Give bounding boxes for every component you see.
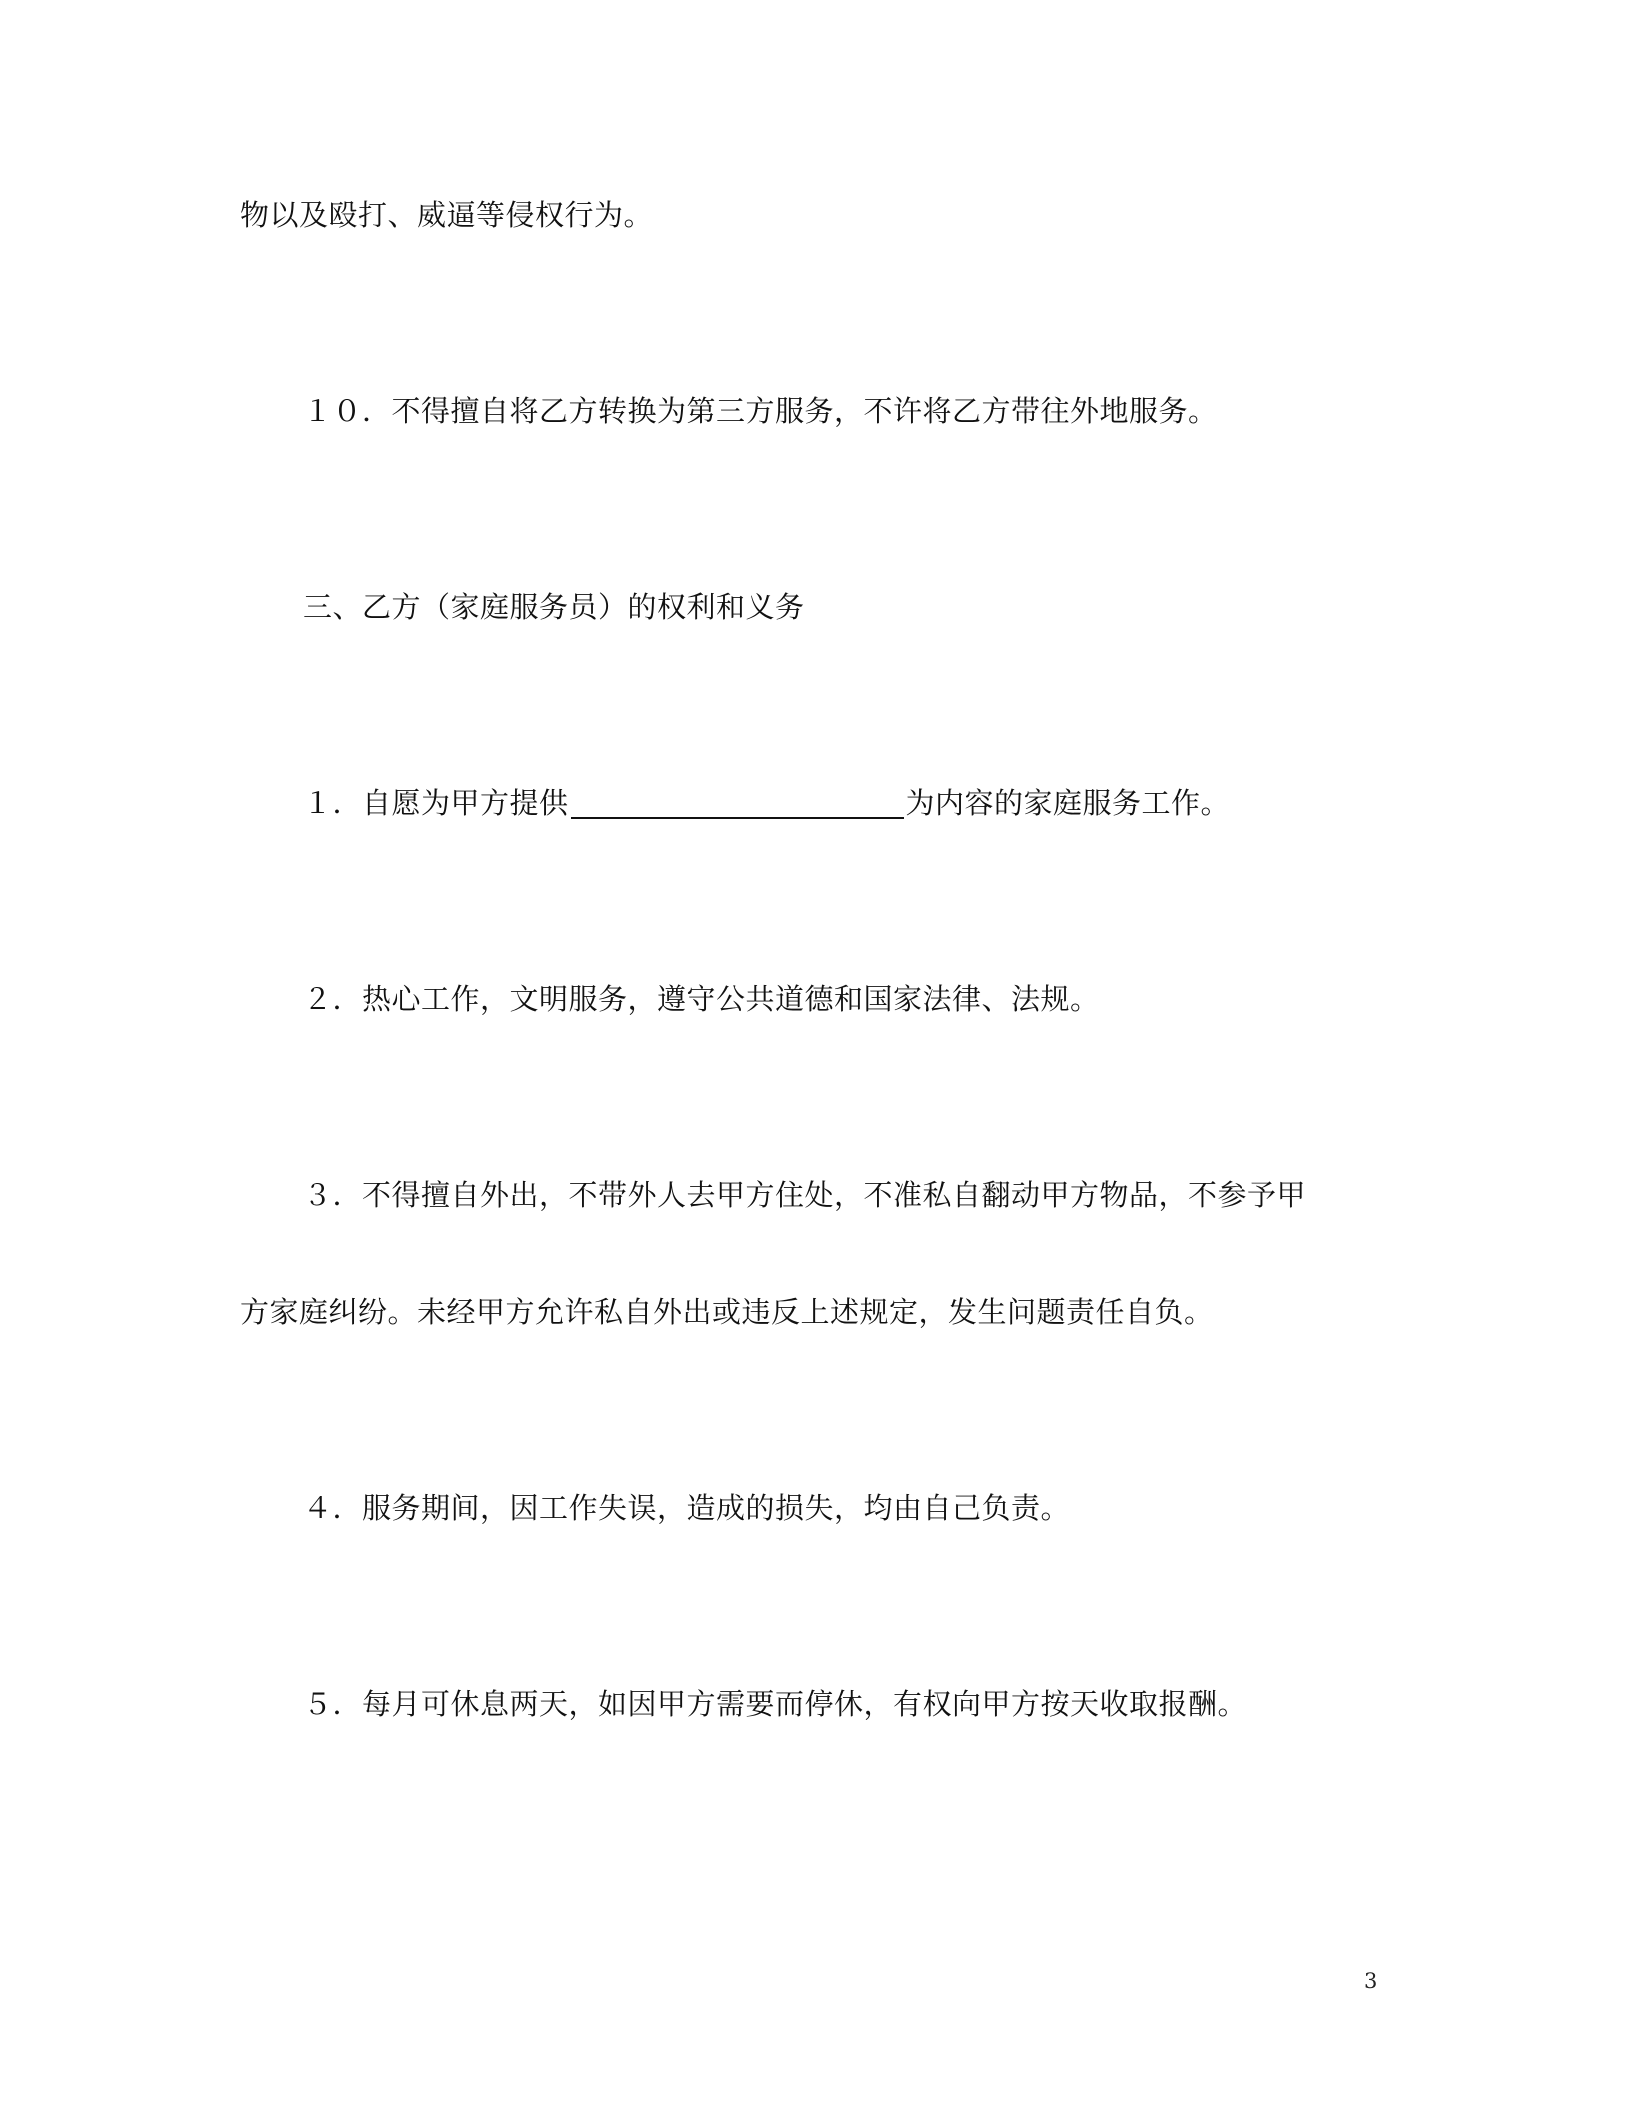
page-number: 3 [1364, 1969, 1378, 1993]
clause-5: ５．每月可休息两天，如因甲方需要而停休，有权向甲方按天收取报酬。 [303, 1687, 1248, 1721]
clause-4: ４．服务期间，因工作失误，造成的损失，均由自己负责。 [303, 1491, 1071, 1525]
clause-2: ２．热心工作，文明服务，遵守公共道德和国家法律、法规。 [303, 982, 1100, 1016]
clause-1 [303, 783, 1463, 823]
clause-1-text-before: １．自愿为甲方提供 [303, 786, 569, 820]
continuation-text: 物以及殴打、威逼等侵权行为。 [240, 198, 654, 232]
clause-3-line-2: 方家庭纠纷。未经甲方允许私自外出或违反上述规定，发生问题责任自负。 [240, 1295, 1214, 1329]
clause-3-line-1: ３．不得擅自外出，不带外人去甲方住处，不准私自翻动甲方物品，不参予甲 [303, 1178, 1307, 1212]
clause-1-text-after: 为内容的家庭服务工作。 [905, 786, 1231, 820]
section-heading-party-b-rights: 三、乙方（家庭服务员）的权利和义务 [303, 590, 805, 624]
clause-10: １０．不得擅自将乙方转换为第三方服务，不许将乙方带往外地服务。 [303, 394, 1218, 428]
fill-in-blank-service-content [571, 787, 904, 819]
